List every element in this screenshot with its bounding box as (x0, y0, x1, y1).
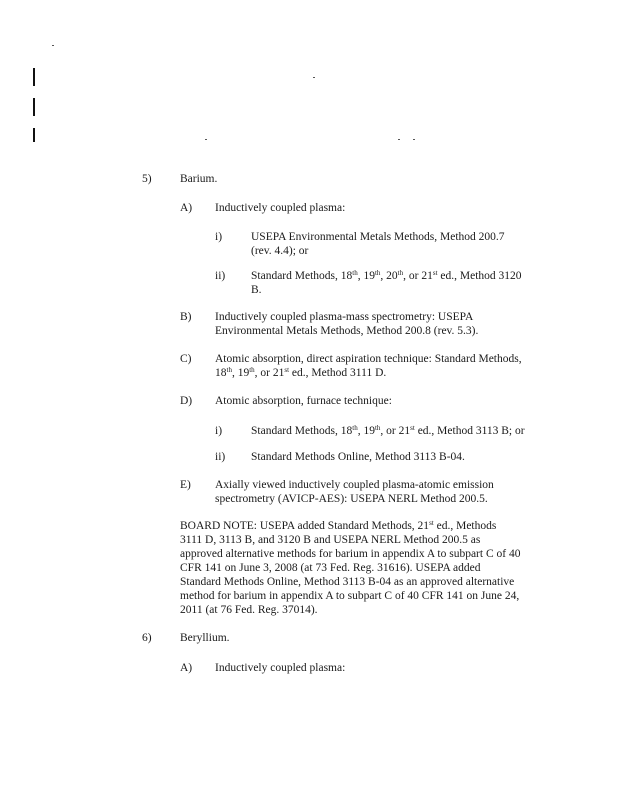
item-text: Inductively coupled plasma: (215, 662, 346, 674)
item-letter: D) (180, 395, 193, 407)
subitem-text: Standard Methods, 18th, 19th, 20th, or 21st ed., Method 3120 B. (251, 269, 522, 296)
subitem-number: ii) (215, 451, 226, 463)
subitem-text: Standard Methods Online, Method 3113 B-04. (251, 451, 465, 463)
subitem-text: USEPA Environmental Metals Methods, Method 200.7 (rev. 4.4); or (251, 231, 505, 257)
revision-bar (33, 68, 35, 86)
scan-speck (413, 139, 415, 140)
item-text: Inductively coupled plasma: (215, 202, 346, 214)
section-title: Barium. (180, 173, 218, 185)
item-letter: A) (180, 662, 193, 674)
scan-speck (52, 45, 54, 46)
revision-bar (33, 98, 35, 116)
item-letter: A) (180, 202, 193, 214)
subitem-number: ii) (215, 270, 226, 282)
subitem-text: Standard Methods, 18th, 19th, or 21st ed., Method 3113 B; or (251, 424, 525, 437)
section-number: 6) (142, 632, 152, 644)
subitem-number: i) (215, 425, 223, 437)
item-letter: E) (180, 479, 191, 491)
scan-speck (313, 77, 315, 78)
scan-speck (205, 139, 207, 140)
item-text: Atomic absorption, furnace technique: (215, 395, 392, 407)
item-letter: C) (180, 353, 192, 365)
item-text: Axially viewed inductively coupled plasma-atomic emission spectrometry (AVICP-AES): USEPA NERL Method 200.5. (215, 479, 494, 505)
section-number: 5) (142, 173, 152, 185)
subitem-number: i) (215, 231, 223, 243)
revision-bar (33, 128, 35, 142)
scan-speck (398, 139, 400, 140)
item-text: Inductively coupled plasma-mass spectrometry: USEPA Environmental Metals Methods, Method 200.8 (rev. 5.3). (215, 311, 479, 337)
board-note: BOARD NOTE: USEPA added Standard Methods, 21st ed., Methods 3111 D, 3113 B, and 3120 B and USEPA NERL Method 200.5 as approved alternative methods for barium in appendix A to subpart C of 40 CFR 141 on June 3, 2008 (at 73 Fed. Reg. 31616). USEPA added Standard Methods Online, Method 3113 B-04 as an approved alternative method for barium in appendix A to subpart C of 40 CFR 141 on June 24, 2011 (at 76 Fed. Reg. 37014). (180, 519, 521, 616)
item-text: Atomic absorption, direct aspiration technique: Standard Methods, 18th, 19th, or 21st ed., Method 3111 D. (215, 353, 522, 379)
section-title: Beryllium. (180, 632, 230, 644)
item-letter: B) (180, 311, 192, 323)
